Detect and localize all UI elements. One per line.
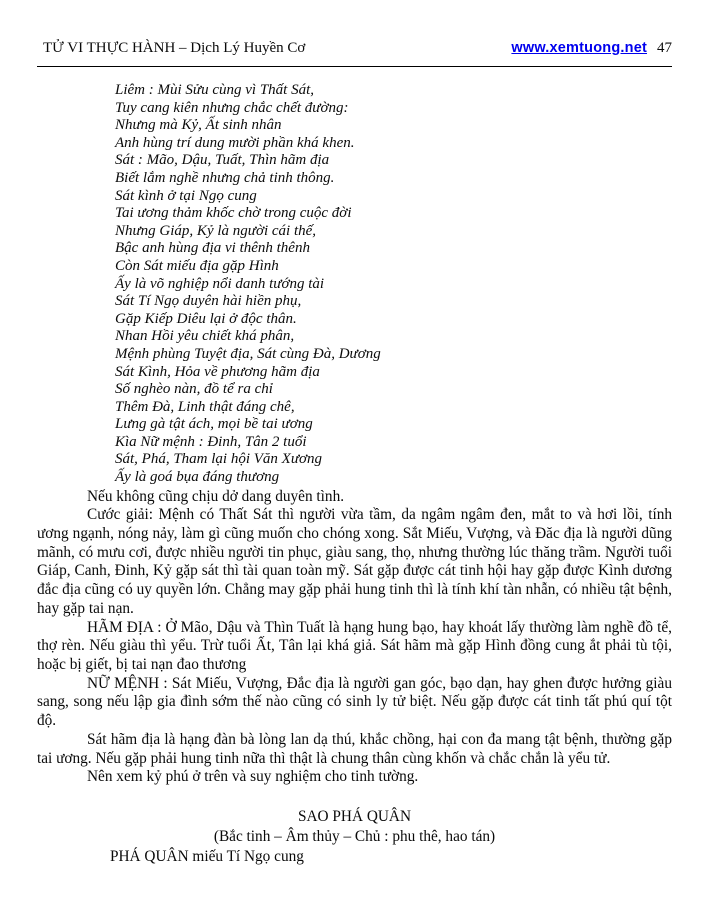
verse-line: Lưng gà tật ách, mọi bề tai ương (115, 416, 313, 433)
verse-line: Số nghèo nàn, đồ tể ra chỉ (115, 381, 273, 398)
verse-line: Kìa Nữ mệnh : Đinh, Tân 2 tuổi (115, 433, 307, 450)
verse-line: Biết lắm nghề nhưng chả tinh thông. (115, 169, 335, 186)
section-title: SAO PHÁ QUÂN (297, 807, 412, 825)
page-header (37, 40, 672, 57)
website-link[interactable]: www.xemtuong.net (511, 40, 647, 56)
body-paragraph: Nên xem kỷ phú ở trên và suy nghiệm cho tinh tường. (87, 768, 419, 786)
body-text (37, 488, 672, 787)
verse-line: Bậc anh hùng địa vi thênh thênh (115, 240, 310, 257)
verse-line: Ấy là goá bụa đáng thương (115, 469, 280, 486)
page-number: 47 (657, 40, 672, 56)
body-paragraph: NỮ MỆNH : Sát Miếu, Vượng, Đắc địa là người gan góc, bạo dạn, hay ghen được hưởng giàu sang, song nếu lập gia đình sớm thế nào cũng có sinh ly tử biệt. Nếu gặp được cát tinh tất phú quí tột độ. (37, 674, 672, 730)
verse-line: Nhưng mà Kỷ, Ất sinh nhân (115, 117, 282, 134)
section-opening-line: PHÁ QUÂN miếu Tí Ngọ cung (110, 847, 304, 865)
verse-block (115, 82, 672, 487)
verse-line: Nhưng Giáp, Kỷ là người cái thế, (115, 222, 317, 239)
verse-line: Tuy cang kiên nhưng chắc chết đường: (115, 99, 349, 116)
verse-line: Sát kình ở tại Ngọ cung (115, 187, 257, 204)
verse-line: Sát, Phá, Tham lại hội Văn Xương (115, 451, 323, 468)
verse-line: Tai ương thảm khốc chờ trong cuộc đời (115, 205, 352, 222)
body-paragraph: Nếu không cũng chịu dở dang duyên tình. (87, 487, 345, 505)
verse-line: Anh hùng trí dung mười phần khá khen. (115, 134, 355, 151)
verse-line: Mệnh phùng Tuyệt địa, Sát cùng Đà, Dương (115, 345, 381, 362)
next-star-section (37, 807, 672, 867)
verse-line: Sát Tí Ngọ duyên hài hiền phụ, (115, 293, 302, 310)
verse-line: Sát : Mão, Dậu, Tuất, Thìn hãm địa (115, 152, 330, 169)
body-paragraph: HÃM ĐỊA : Ở Mão, Dậu và Thìn Tuất là hạng hung bạo, hay khoát lấy thường làm nghề đồ tể, thợ rèn. Nếu giàu thì yểu. Trừ tuổi Ất, Tân lại khá giả. Sát hãm mà gặp Hình đồng cung ắt phải tù tội, hoặc bị giết, bị tai nạn đao thương (37, 618, 672, 673)
verse-line: Sát Kình, Hỏa về phương hãm địa (115, 363, 320, 380)
verse-line: Thêm Đà, Linh thật đáng chê, (115, 398, 295, 415)
body-paragraph: Sát hãm địa là hạng đàn bà lòng lan dạ thú, khắc chồng, hại con đa mang tật bệnh, thường gặp tai ương. Nếu gặp phải hung tinh nữa thì thật là chung thân cùng khốn và chắc chắn là yểu tử. (37, 730, 672, 767)
verse-line: Ấy là võ nghiệp nổi danh tướng tài (115, 275, 325, 292)
verse-line: Nhan Hồi yêu chiết khá phân, (115, 328, 295, 345)
verse-line: Liêm : Mùi Sửu cùng vì Thất Sát, (115, 82, 314, 98)
verse-line: Còn Sát miếu địa gặp Hình (115, 257, 279, 274)
verse-line: Gặp Kiếp Diêu lại ở độc thân. (115, 310, 297, 327)
section-subtitle: (Bắc tinh – Âm thủy – Chủ : phu thê, hao tán) (213, 827, 496, 845)
header-divider (37, 66, 672, 67)
book-title: TỬ VI THỰC HÀNH – Dịch Lý Huyền Cơ (43, 40, 306, 56)
body-paragraph: Cước giải: Mệnh có Thất Sát thì người vừa tầm, da ngâm ngâm đen, mắt to và hơi lồi, tính ương ngạnh, nóng nảy, làm gì cũng muốn cho chóng xong. Sắt Miếu, Vượng, và Đăc địa là người dũng mãnh, có mưu cơi, được nhiều người tin phục, giàu sang, thọ, nhưng thường lúc thăng trầm. Người tuổi Giáp, Canh, Đinh, Kỷ gặp sát thì tài quan toàn mỹ. Sát gặp được cát tinh hội hay gặp được Kình dương đắc địa cũng có uy quyền lớn. Chẳng may gặp phải hung tinh thì là tính khí tàn nhẫn, có nhiều tật bệnh, hay gặp tai nạn. (37, 506, 672, 617)
header-right (511, 40, 672, 57)
